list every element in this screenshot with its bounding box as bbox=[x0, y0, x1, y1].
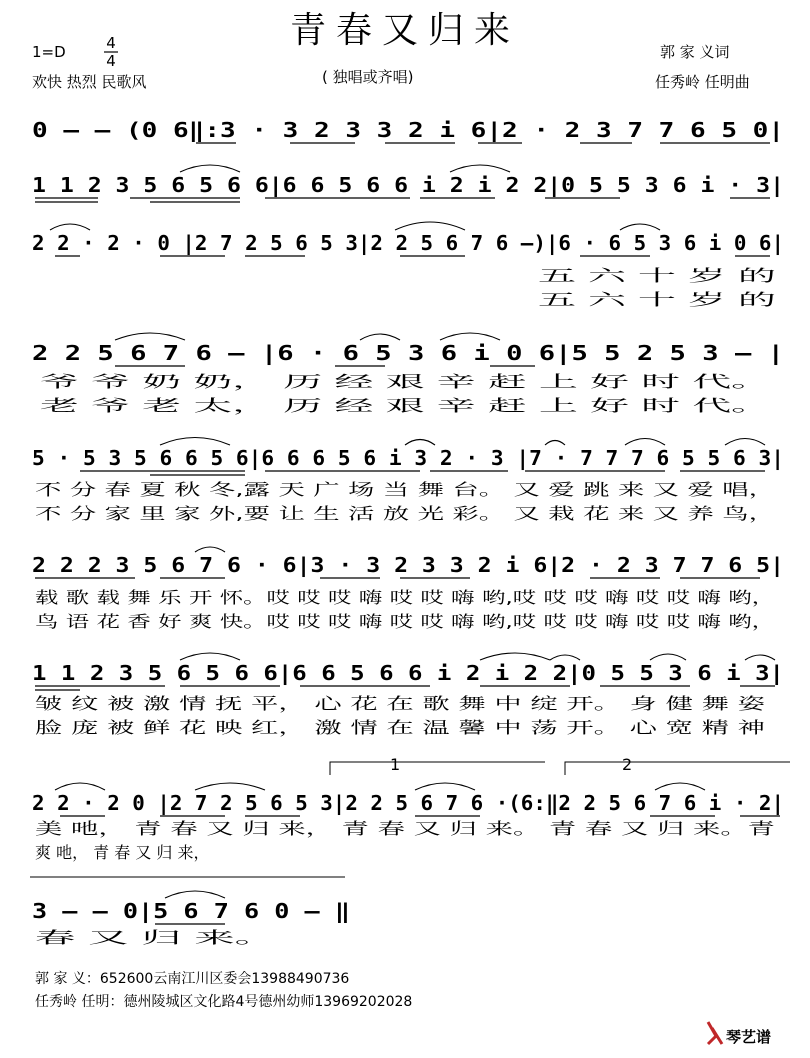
song-title: 青春又归来 bbox=[289, 10, 521, 51]
lyric-row-8-verse-1: 美 吔， 青 春 又 归 来， 青 春 又 归 来。 青 春 又 归 来。青 bbox=[35, 819, 775, 838]
brand-icon bbox=[708, 1022, 722, 1044]
volta-label-1: 1 bbox=[390, 755, 401, 774]
time-signature-top: 4 bbox=[106, 34, 116, 52]
lyric-row-9-verse-1: 春 又 归 来。 bbox=[35, 928, 275, 947]
lyric-row-4-verse-2: 老 爷 老 太， 历 经 艰 辛 赶 上 好 时 代。 bbox=[40, 396, 770, 415]
lyric-row-3-verse-2: 五 六 十 岁 的 bbox=[538, 290, 776, 309]
lyric-row-7-verse-1: 皱 纹 被 激 情 抚 平， 心 花 在 歌 舞 中 绽 开。 身 健 舞 姿 bbox=[35, 694, 765, 713]
lyricist-credit: 郭 家 义词 bbox=[660, 43, 730, 61]
volta-label-2: 2 bbox=[622, 755, 633, 774]
lyric-row-6-verse-2: 鸟 语 花 香 好 爽 快。哎 哎 哎 嗨 哎 哎 嗨 哟,哎 哎 哎 嗨 哎 哎 嗨 哟， bbox=[35, 612, 775, 631]
notation-row-4: 2 2 5 6 7 6 – |6 · 6 5 3 6 i 0 6|5 5 2 5 3 – | bbox=[32, 341, 784, 365]
notation-row-6: 2 2 2 3 5 6 7 6 · 6|3 · 3 2 3 3 2 i 6|2 · 2 3 7 7 6 5| bbox=[32, 553, 784, 577]
time-signature-bottom: 4 bbox=[106, 52, 116, 70]
lyric-row-6-verse-1: 载 歌 载 舞 乐 开 怀。哎 哎 哎 嗨 哎 哎 嗨 哟,哎 哎 哎 嗨 哎 哎 嗨 哟， bbox=[35, 588, 775, 607]
volta-bracket-2 bbox=[565, 755, 790, 775]
lyric-row-3-verse-1: 五 六 十 岁 的 bbox=[538, 266, 776, 285]
contact-line-lyricist: 郭 家 义：652600云南江川区委会13988490736 bbox=[35, 971, 350, 987]
lyric-row-8-verse-2: 爽 吔， 青 春 又 归 来， bbox=[35, 843, 210, 862]
lyric-row-7-verse-2: 脸 庞 被 鲜 花 映 红， 激 情 在 温 馨 中 荡 开。 心 宽 精 神 bbox=[35, 718, 765, 737]
notation-row-8: 2 2 · 2 0 |2 7 2 5 6 5 3|2 2 5 6 7 6 ·(6:‖2 2 5 6 7 6 i · 2| bbox=[32, 791, 784, 815]
notation-row-1: 0 – – (0 6‖:3 · 3 2 3 3 2 i 6|2 · 2 3 7 7 6 5 0| bbox=[32, 118, 784, 142]
notation-row-5: 5 · 5 3 5 6 6 5 6|6 6 6 5 6 i 3 2 · 3 |7 · 7 7 7 6 5 5 6 3| bbox=[32, 446, 784, 470]
lyric-row-4-verse-1: 爷 爷 奶 奶， 历 经 艰 辛 赶 上 好 时 代。 bbox=[40, 372, 770, 391]
notation-row-3: 2 2 · 2 · 0 |2 7 2 5 6 5 3|2 2 5 6 7 6 –)|6 · 6 5 3 6 i 0 6| bbox=[32, 231, 784, 255]
composer-credit: 任秀岭 任明曲 bbox=[655, 73, 750, 91]
style-marking: 欢快 热烈 民歌风 bbox=[32, 73, 147, 91]
lyric-row-5-verse-2: 不 分 家 里 家 外,要 让 生 活 放 光 彩。 又 栽 花 来 又 养 鸟， bbox=[35, 504, 775, 523]
brand-name: 琴艺谱 bbox=[726, 1028, 772, 1046]
time-signature bbox=[104, 34, 118, 70]
notation-row-2: 1 1 2 3 5 6 5 6 6|6 6 5 6 6 i 2 i 2 2|0 5 5 3 6 i · 3| bbox=[32, 173, 784, 197]
lyric-row-5-verse-1: 不 分 春 夏 秋 冬,露 天 广 场 当 舞 台。 又 爱 跳 来 又 爱 唱， bbox=[35, 480, 775, 499]
brand-logo bbox=[708, 1022, 771, 1046]
key-signature: 1=D bbox=[32, 43, 66, 61]
volta-bracket-1 bbox=[330, 755, 545, 775]
performance-note: ( 独唱或齐唱) bbox=[322, 68, 414, 86]
contact-line-composers: 任秀岭 任明：德州陵城区文化路4号德州幼师13969202028 bbox=[35, 994, 413, 1010]
notation-row-7: 1 1 2 3 5 6 5 6 6|6 6 5 6 6 i 2 i 2 2|0 5 5 3 6 i 3| bbox=[32, 661, 784, 685]
notation-row-9: 3 – – 0|5 6 7 6 0 – ‖ bbox=[32, 899, 350, 923]
